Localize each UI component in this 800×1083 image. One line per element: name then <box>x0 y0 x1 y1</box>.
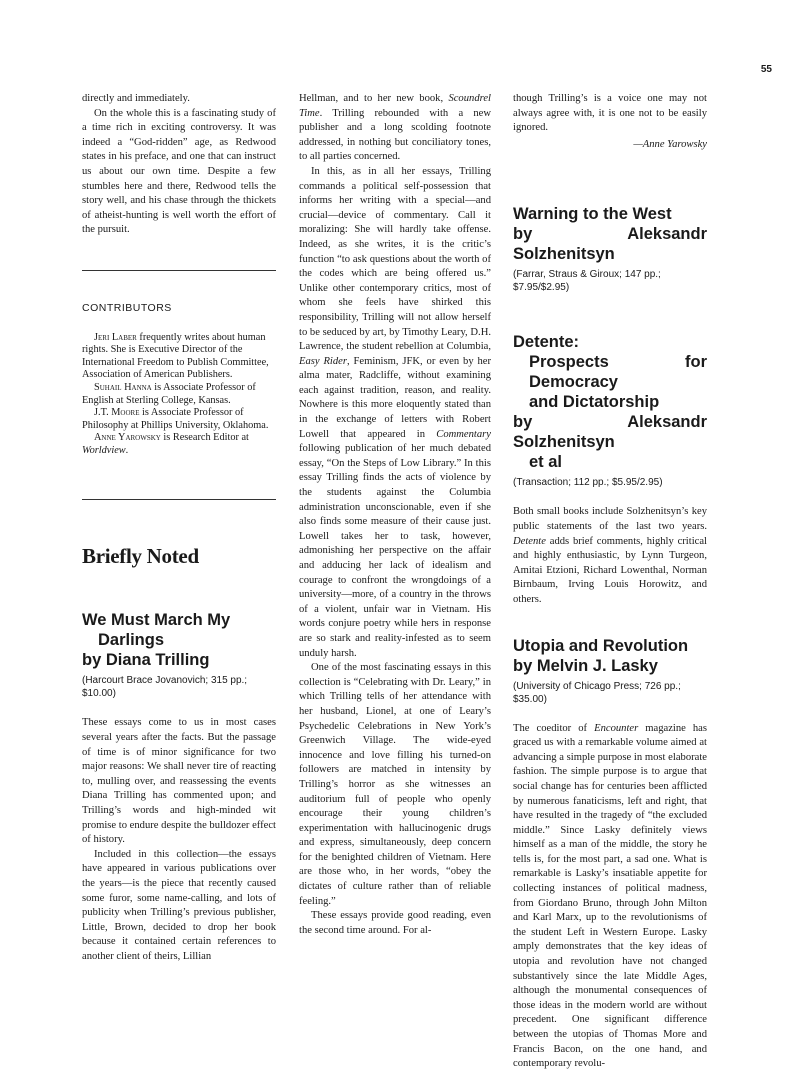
publication-info: (Farrar, Straus & Giroux; 147 pp.; $7.95/$2.95) <box>513 269 661 294</box>
magazine-reference: Encounter <box>594 722 639 734</box>
section-heading-briefly-noted: Briefly Noted <box>82 544 199 569</box>
book-reference: Detente <box>513 535 546 547</box>
contributor-bio: is Research Editor at <box>160 432 249 444</box>
book-author: by Diana Trilling <box>82 651 210 670</box>
review-paragraph: Included in this collection—the essays have appeared in various publications over the years—is the piece that recently caused some furor, some name-calling, and lots of publicity when Trilling’s previous publisher, Little, Brown, decided to drop her book because it contained certain references to another client of theirs, Lillian <box>82 848 276 962</box>
book-title-line: Detente: <box>513 333 580 352</box>
review-paragraph: These essays come to us in most cases several years after the facts. But the passage of time is of minor significance for two major reasons: We shall never tire of reacting to, mulling over, and reassessing the events Diana Trilling has commented upon; and Trilling’s words and high-minded wit promise to endure despite the bulldozer effect of history. <box>82 717 276 846</box>
book-author: by Aleksandr Solzhenitsyn <box>513 413 707 452</box>
section-divider <box>82 499 276 500</box>
book-title-line: Darlings <box>98 631 165 650</box>
publication-info: (University of Chicago Press; 726 pp.; $35.00) <box>513 680 681 705</box>
contributor-entry <box>82 382 276 407</box>
review-paragraph <box>299 165 491 661</box>
review-paragraph: On the whole this is a fascinating study of a time rich in exciting controversy. It was indeed a “God-ridden” age, as Redwood states in his preface, and one that can instruct us about our own time. Despite a few stumbles here and there, Redwood tells the story well, and his chase through the thickets of atheist-hunting is well worth the effort of the pursuit. <box>82 107 276 236</box>
review-paragraph: One of the most fascinating essays in this collection is “Celebrating with Dr. Leary,” in which Trilling tells of her attendance with her husband, Lionel, at one of Leary’s Psychedelic Celebrations in New York’s Greenwich Village. The wide-eyed innocence and love filling his turned-on followers are matched in intensity by Trilling’s horror as she witnesses an auditorium full of people who openly encourage their young children’s experimentation with hallucinogenic drugs and express, simultaneously, deep concern for the benighted children of Vietnam. Here are those who, in her words, “obey the dictates of culture rather than of reliable feeling.” <box>299 662 491 907</box>
contributor-entry <box>82 432 276 457</box>
book-title <box>82 610 276 670</box>
reviewer-signature: —Anne Yarowsky <box>633 138 707 150</box>
text-run: magazine has graced us with a remarkable volume aimed at advancing a simple purpose in most elaborate fashion. The simple purpose is to argue that social change has for centuries been afflicted by numerous fanaticisms, left and right, that have resulted in the tragedy of “the excluded middle.” Since Lasky definitely views himself as a man of the middle, the story he tells is, for the most part, a sad one. What is remarkable is Lasky’s insatiable appetite for collecting instances of political madness, from Giordano Bruno, through John Milton and Karl Marx, up to the revolutionisms of the student Left in Western Europe. Lasky amply demonstrates that the key ideas of utopia and revolution have not changed substantively since the late Middle Ages, although the monumental consequences of those ideas in the modern world are without precedent. One significant difference between the utopias of Thomas More and Francis Bacon, on the one hand, and contemporary revolu- <box>513 722 707 1070</box>
contributor-bio: is Associate Professor of English at Sterling College, Kansas. <box>82 381 256 406</box>
contributor-name: J.T. Moore <box>94 407 140 419</box>
review-paragraph <box>513 722 707 1072</box>
review-paragraph <box>513 505 707 607</box>
contributor-bio: is Associate Professor of Philosophy at Phillips University, Oklahoma. <box>82 407 269 431</box>
book-title-line: Prospects for Democracy <box>529 353 707 392</box>
film-reference: Easy Rider <box>299 355 347 367</box>
text-run: following publication of her much debated essay, “On the Steps of Low Library.” In this essay Trilling finds the acts of violence by the students against the Columbia administration unconscionable, even if she also finds some measure of their cause just. Lowell takes her to task, however, admonishing her perspective on the affair and adducing her lack of idealism and courage to confront the wrongdoings of a university—more, of a country in the throws of a violent, unfair war in Vietnam. His words conjure poetry while hers in response are so stark and reality-infested as to seem unduly harsh. <box>299 443 491 659</box>
text-run: In this, as in all her essays, Trilling commands a political self-possession that informs her writing with a special—and crucial—device of commentary. Call it moralizing: She will hardly take offense. Indeed, as she writes, it is the critic’s function “to ask questions about the worth of the codes which are being offered us.” Unlike other contemporary critics, most of whom she feels have shirked this responsibility, Trilling will not allow herself to be seduced by art, by Timothy Leary, D.H. Lawrence, the student rebellion at Columbia, <box>299 165 491 353</box>
book-author: by Melvin J. Lasky <box>513 656 658 675</box>
column-middle <box>299 92 491 938</box>
book-title-line: Warning to the West <box>513 205 672 224</box>
review-paragraph: directly and immediately. <box>82 93 190 104</box>
text-run: , Feminism, JFK, or even by her alma mater, Radcliffe, without examining each against tradition, reason, and reality. Nowhere is this more eloquently stated than in the exchange of letters with Robert Lowell that appeared in <box>299 355 492 440</box>
contributors-heading: CONTRIBUTORS <box>82 301 172 314</box>
text-run: . Trilling rebounded with a new publisher and a long scolding footnote addressed, in nothing but conciliatory tones, to all parties concerned. <box>299 107 491 163</box>
magazine-reference: Commentary <box>436 428 491 440</box>
book-title <box>513 636 707 676</box>
book-reference: Scoundrel Time <box>299 93 491 119</box>
section-divider <box>82 270 276 271</box>
publication-info: (Harcourt Brace Jovanovich; 315 pp.; $10.00) <box>82 675 248 700</box>
book-title-line: We Must March My <box>82 611 231 630</box>
book-title <box>513 204 707 264</box>
text-run: Hellman, and to her new book, <box>299 93 449 104</box>
review-paragraph: These essays provide good reading, even the second time around. For al- <box>299 910 491 936</box>
review-paragraph <box>299 92 491 165</box>
review-paragraph: though Trilling’s is a voice one may not always agree with, it is one not to be easily ignored. <box>513 93 707 134</box>
publication-info: (Transaction; 112 pp.; $5.95/2.95) <box>513 477 663 489</box>
book-author: et al <box>529 453 563 472</box>
text-run: Both small books include Solzhenitsyn’s key public statements of the last two years. <box>513 506 707 532</box>
column-right <box>513 92 707 1072</box>
page-number: 55 <box>760 64 772 75</box>
contributor-name: Anne Yarowsky <box>94 432 161 444</box>
contributor-entry <box>82 332 276 382</box>
contributor-bio: frequently writes about human rights. She is Executive Director of the International Freedom to Publish Committee, Association of American Publishers. <box>82 331 269 381</box>
text-run: The coeditor of <box>513 722 595 734</box>
contributors-list <box>82 332 276 458</box>
text-run: adds brief comments, highly critical and highly enthusiastic, by Lynn Turgeon, Amitai Etzioni, Richard Lowenthal, Norman Birnbaum, Irving Louis Horowitz, and others. <box>513 535 707 605</box>
book-title-line: Utopia and Revolution <box>513 636 689 655</box>
book-title <box>513 332 707 472</box>
contributor-name: Jeri Laber <box>94 331 137 343</box>
punctuation: . <box>125 444 129 456</box>
contributor-entry <box>82 407 276 432</box>
contributor-name: Suhail Hanna <box>94 381 152 393</box>
magazine-name: Worldview <box>82 444 126 456</box>
book-title-line: and Dictatorship <box>529 393 660 412</box>
book-author: by Aleksandr Solzhenitsyn <box>513 225 707 264</box>
column-left <box>82 92 276 965</box>
